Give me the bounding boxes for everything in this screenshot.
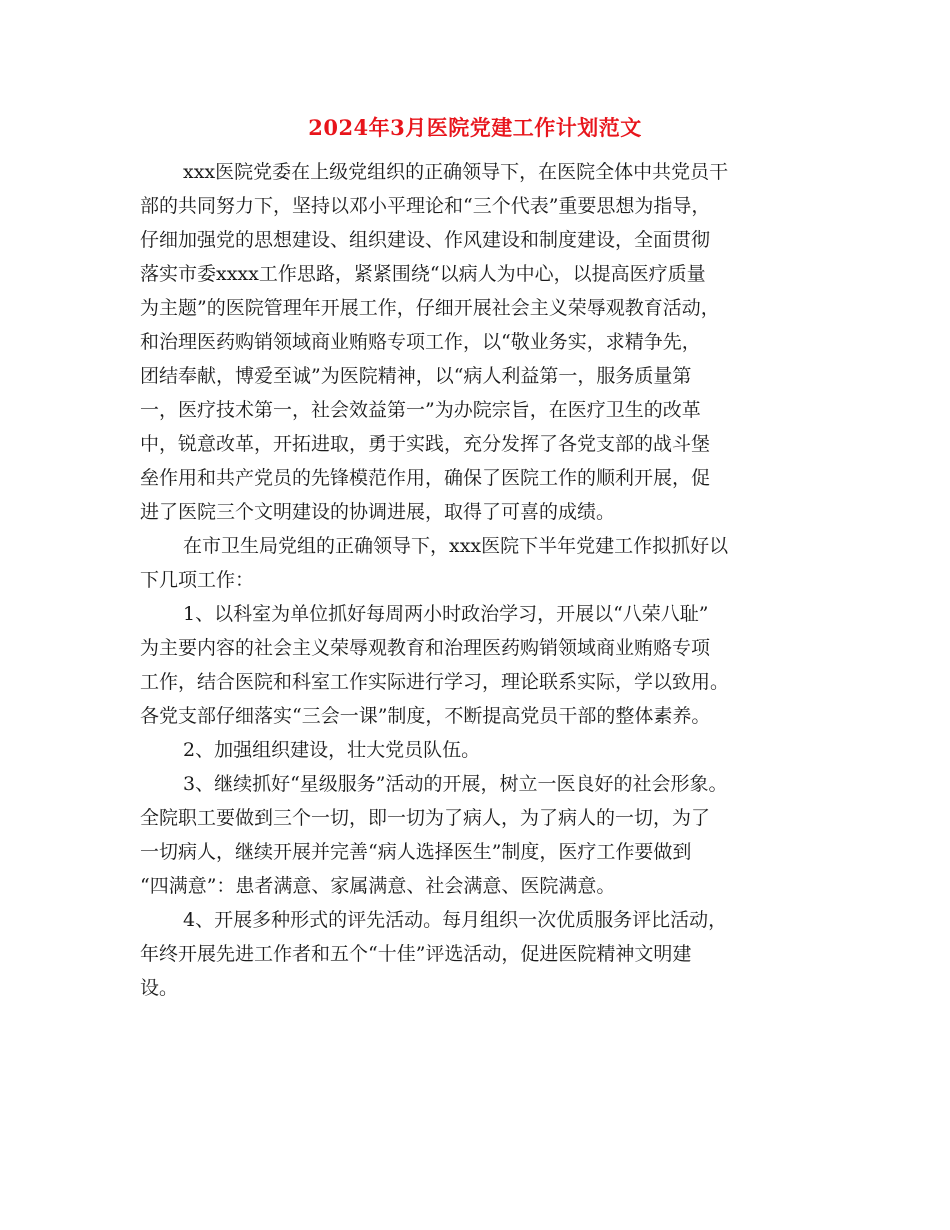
paragraph-line: 下几项工作： — [140, 569, 255, 591]
paragraph-line: 一切病人，继续开展并完善“病人选择医生”制度，医疗工作要做到 — [140, 841, 692, 863]
paragraph-line: 和治理医药购销领域商业贿赂专项工作，以“敬业务实，求精争先， — [140, 331, 701, 353]
paragraph-line: 工作，结合医院和科室工作实际进行学习，理论联系实际，学以致用。 — [140, 671, 730, 693]
paragraph-line: xxx医院党委在上级党组织的正确领导下，在医院全体中共党员干 — [183, 161, 729, 183]
paragraph-line: 为主题”的医院管理年开展工作，仔细开展社会主义荣辱观教育活动， — [140, 297, 720, 319]
paragraph-line: 进了医院三个文明建设的协调进展，取得了可喜的成绩。 — [140, 501, 616, 523]
paragraph-line: 落实市委xxxx工作思路，紧紧围绕“以病人为中心，以提高医疗质量 — [140, 263, 706, 285]
paragraph-line: 团结奉献，博爱至诚”为医院精神，以“病人利益第一，服务质量第 — [140, 365, 692, 387]
list-item-line: 2、加强组织建设，壮大党员队伍。 — [183, 739, 481, 761]
paragraph-line: 年终开展先进工作者和五个“十佳”评选活动，促进医院精神文明建 — [140, 943, 692, 965]
paragraph-line: 设。 — [140, 977, 179, 999]
list-item-line: 3、继续抓好“星级服务”活动的开展，树立一医良好的社会形象。 — [183, 773, 728, 795]
list-item-line: 1、以科室为单位抓好每周两小时政治学习，开展以“八荣八耻” — [183, 603, 709, 625]
paragraph-line: 为主要内容的社会主义荣辱观教育和治理医药购销领域商业贿赂专项 — [140, 637, 711, 659]
paragraph-line: “四满意”：患者满意、家属满意、社会满意、医院满意。 — [140, 875, 616, 897]
paragraph-line: 中，锐意改革，开拓进取，勇于实践，充分发挥了各党支部的战斗堡 — [140, 433, 711, 455]
paragraph-line: 垒作用和共产党员的先锋模范作用，确保了医院工作的顺利开展，促 — [140, 467, 711, 489]
paragraph-line: 在市卫生局党组的正确领导下，xxx医院下半年党建工作拟抓好以 — [183, 535, 729, 557]
paragraph-line: 仔细加强党的思想建设、组织建设、作风建设和制度建设，全面贯彻 — [140, 229, 711, 251]
document-body — [140, 155, 830, 1005]
document-title: 2024年3月医院党建工作计划范文 — [308, 115, 642, 140]
list-item-line: 4、开展多种形式的评先活动。每月组织一次优质服务评比活动， — [183, 909, 728, 931]
paragraph-line: 各党支部仔细落实“三会一课”制度，不断提高党员干部的整体素养。 — [140, 705, 711, 727]
paragraph-line: 一，医疗技术第一，社会效益第一”为办院宗旨，在医疗卫生的改革 — [140, 399, 701, 421]
paragraph-line: 部的共同努力下，坚持以邓小平理论和“三个代表”重要思想为指导， — [140, 195, 711, 217]
paragraph-line: 全院职工要做到三个一切，即一切为了病人，为了病人的一切，为了 — [140, 807, 711, 829]
